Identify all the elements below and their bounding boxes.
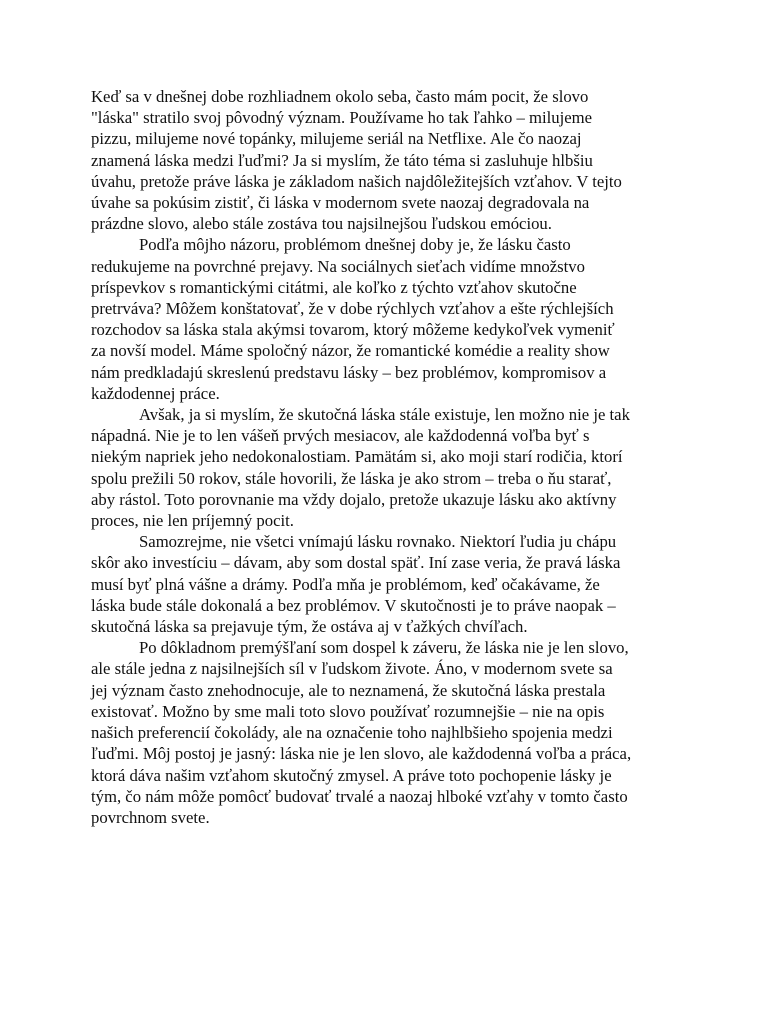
text-line: pizzu, milujeme nové topánky, milujeme seriál na Netflixe. Ale čo naozaj xyxy=(91,129,582,149)
text-line: láska bude stále dokonalá a bez problémov. V skutočnosti je to práve naopak – xyxy=(91,595,616,615)
text-line: nápadná. Nie je to len vášeň prvých mesiacov, ale každodenná voľba byť s xyxy=(91,426,590,446)
text-line: ktorá dáva našim vzťahom skutočný zmysel. A práve toto pochopenie lásky je xyxy=(91,765,612,785)
text-line: "láska" stratilo svoj pôvodný význam. Používame ho tak ľahko – milujeme xyxy=(91,108,593,128)
text-line: tým, čo nám môže pomôcť budovať trvalé a naozaj hlboké vzťahy v tomto často xyxy=(91,786,628,806)
text-line: redukujeme na povrchné prejavy. Na sociálnych sieťach vidíme množstvo xyxy=(91,256,585,276)
text-line: povrchnom svete. xyxy=(91,807,210,827)
text-line: jej význam často znehodnocuje, ale to neznamená, že skutočná láska prestala xyxy=(91,680,606,700)
text-line: niekým napriek jeho nedokonalostiam. Pamätám si, ako moji starí rodičia, ktorí xyxy=(91,447,623,467)
text-line: existovať. Možno by sme mali toto slovo používať rozumnejšie – nie na opis xyxy=(91,701,605,721)
text-line: Po dôkladnom premýšľaní som dospel k záveru, že láska nie je len slovo, xyxy=(139,638,629,658)
text-line: musí byť plná vášne a drámy. Podľa mňa je problémom, keď očakávame, že xyxy=(91,574,600,594)
text-line: nám predkladajú skreslenú predstavu lásky – bez problémov, kompromisov a xyxy=(91,362,607,382)
paragraph-1 xyxy=(91,86,679,234)
text-line: úvahu, pretože práve láska je základom našich najdôležitejších vzťahov. V tejto xyxy=(91,171,622,191)
text-line: každodennej práce. xyxy=(91,383,220,403)
text-line: ľuďmi. Môj postoj je jasný: láska nie je len slovo, ale každodenná voľba a práca, xyxy=(91,744,632,764)
paragraph-2 xyxy=(91,234,679,404)
paragraph-4 xyxy=(91,531,679,637)
text-line: Samozrejme, nie všetci vnímajú lásku rovnako. Niektorí ľudia ju chápu xyxy=(139,532,617,552)
text-line: za novší model. Máme spoločný názor, že romantické komédie a reality show xyxy=(91,341,610,361)
text-line: príspevkov s romantickými citátmi, ale koľko z týchto vzťahov skutočne xyxy=(91,277,577,297)
text-line: skôr ako investíciu – dávam, aby som dostal späť. Iní zase veria, že pravá láska xyxy=(91,553,621,573)
text-line: ale stále jedna z najsilnejších síl v ľudskom živote. Áno, v modernom svete sa xyxy=(91,659,613,679)
text-line: Avšak, ja si myslím, že skutočná láska stále existuje, len možno nie je tak xyxy=(139,405,630,425)
text-line: skutočná láska sa prejavuje tým, že ostáva aj v ťažkých chvíľach. xyxy=(91,617,528,637)
text-line: rozchodov sa láska stala akýmsi tovarom, ktorý môžeme kedykoľvek vymeniť xyxy=(91,320,615,340)
text-line: aby rástol. Toto porovnanie ma vždy dojalo, pretože ukazuje lásku ako aktívny xyxy=(91,489,617,509)
text-line: našich preferencií čokolády, ale na označenie toho najhlbšieho spojenia medzi xyxy=(91,723,613,743)
text-line: úvahe sa pokúsim zistiť, či láska v modernom svete naozaj degradovala na xyxy=(91,193,590,213)
paragraph-5 xyxy=(91,637,679,828)
essay-body xyxy=(91,86,679,828)
text-line: Keď sa v dnešnej dobe rozhliadnem okolo seba, často mám pocit, že slovo xyxy=(91,87,589,106)
paragraph-3 xyxy=(91,404,679,531)
text-line: spolu prežili 50 rokov, stále hovorili, že láska je ako strom – treba o ňu starať, xyxy=(91,468,612,488)
text-line: prázdne slovo, alebo stále zostáva tou najsilnejšou ľudskou emóciou. xyxy=(91,214,552,234)
text-line: Podľa môjho názoru, problémom dnešnej doby je, že lásku často xyxy=(139,235,571,255)
text-line: pretrváva? Môžem konštatovať, že v dobe rýchlych vzťahov a ešte rýchlejších xyxy=(91,299,614,319)
text-line: proces, nie len príjemný pocit. xyxy=(91,511,294,531)
text-line: znamená láska medzi ľuďmi? Ja si myslím, že táto téma si zasluhuje hlbšiu xyxy=(91,150,593,170)
